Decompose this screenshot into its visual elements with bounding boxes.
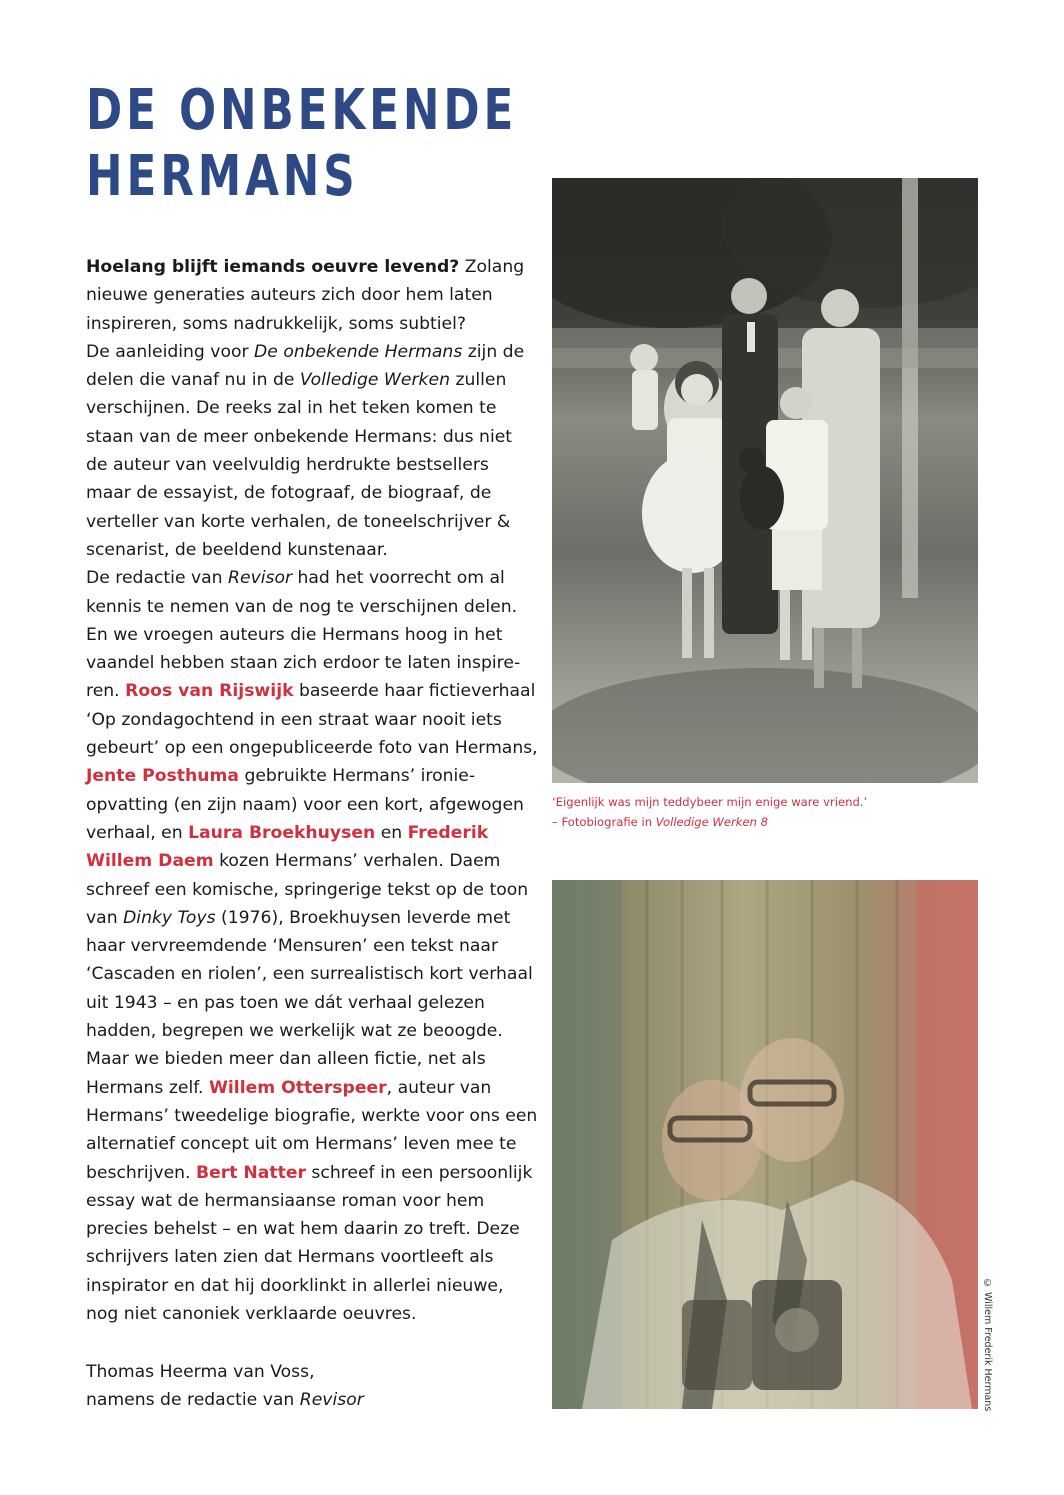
paragraph-3-text-c: baseerde haar fictieverhaal ‘Op zondagochtend in een straat waar nooit iets gebeurt’ op een ongepubliceerde foto van Hermans, bbox=[86, 681, 538, 759]
paragraph-2-text-a: De aanleiding voor bbox=[86, 341, 255, 362]
signature bbox=[86, 1358, 538, 1415]
caption-source-text: – Fotobiografie in bbox=[552, 815, 656, 829]
series-title-italic: De onbekende Hermans bbox=[254, 341, 463, 362]
signature-role bbox=[86, 1386, 538, 1414]
author-name-roos: Roos van Rijswijk bbox=[125, 681, 294, 702]
title-line-2: HERMANS bbox=[86, 144, 359, 209]
caption-volume-italic: Volledige Werken 8 bbox=[655, 815, 769, 829]
volledige-werken-italic: Volledige Werken bbox=[299, 370, 450, 391]
paragraph-2-text-b: zijn de delen die vanaf nu in de bbox=[86, 341, 525, 391]
paragraph-2-text-c: zullen verschijnen. De reeks zal in het teken komen te staan van de meer onbekende Hermans: dus niet de auteur van veelvuldig herdrukte bestsellers maar de essayist, de fotograaf, de biograaf, de verteller van korte verhalen, de toneelschrijver & scenarist, de beeldend kunstenaar. bbox=[86, 370, 513, 560]
paragraph-1-text: Zolang nieuwe generaties auteurs zich door hem laten inspireren, soms nadrukkelijk, soms subtiel? bbox=[86, 257, 525, 334]
revisor-italic: Revisor bbox=[228, 568, 293, 589]
author-name-willem: Willem Otterspeer bbox=[208, 1077, 387, 1098]
paragraph-3 bbox=[86, 564, 538, 1045]
author-name-bert: Bert Natter bbox=[195, 1162, 306, 1183]
paragraph-3-text-e: en bbox=[375, 822, 408, 843]
family-photo bbox=[552, 178, 978, 783]
page-title bbox=[86, 78, 518, 210]
dinky-toys-italic: Dinky Toys bbox=[123, 907, 216, 928]
paragraph-4-text-c: schreef in een persoonlijk essay wat de hermansiaanse roman voor hem precies behelst – en wat hem daarin zo treft. Deze schrijvers laten zien dat Hermans voortleeft als inspirator en dat hij doorklinkt in allerlei nieuwe, nog niet canoniek verklaarde oeuvres. bbox=[86, 1162, 533, 1324]
signature-role-text: namens de redactie van bbox=[86, 1390, 300, 1411]
double-exposure-photo bbox=[552, 880, 978, 1409]
paragraph-3-text-a: De redactie van bbox=[86, 568, 229, 589]
paragraph-4-text-a: Maar we bieden meer dan alleen fictie, net als Hermans zelf. bbox=[86, 1049, 486, 1098]
paragraph-4 bbox=[86, 1045, 538, 1328]
signature-name: Thomas Heerma van Voss, bbox=[86, 1362, 315, 1382]
signature-revisor-italic: Revisor bbox=[299, 1390, 364, 1411]
photo-credit: © Willem Frederik Hermans bbox=[982, 1278, 993, 1412]
paragraph-3-text-f: kozen Hermans’ verhalen. Daem schreef een komische, springerige tekst op de toon van bbox=[86, 851, 529, 928]
paragraph-3-text-g: (1976), Broekhuysen leverde met haar vervreemdende ‘Mensuren’ een tekst naar ‘Cascaden en riolen’, een surrealistisch kort verhaal uit 1943 – en pas toen we dát verhaal gelezen hadden, begrepen we werkelijk wat ze beoogde. bbox=[86, 907, 533, 1042]
paragraph-1 bbox=[86, 253, 538, 338]
photo-caption bbox=[552, 792, 982, 832]
family-photo-illustration bbox=[552, 178, 978, 783]
paragraph-3-text-d: gebruikte Hermans’ ironie-opvatting (en zijn naam) voor een kort, afgewogen verhaal, en bbox=[86, 766, 524, 843]
caption-quote: ‘Eigenlijk was mijn teddybeer mijn enige ware vriend.’ bbox=[552, 795, 868, 809]
author-name-frederik: Frederik Willem Daem bbox=[86, 822, 489, 872]
article-body bbox=[86, 253, 538, 1328]
paragraph-2 bbox=[86, 338, 538, 564]
title-line-1: DE ONBEKENDE bbox=[86, 78, 518, 143]
author-name-jente: Jente Posthuma bbox=[86, 766, 239, 787]
author-name-laura: Laura Broekhuysen bbox=[188, 822, 376, 843]
caption-source bbox=[552, 812, 982, 832]
paragraph-4-text-b: , auteur van Hermans’ tweedelige biografie, werkte voor ons een alternatief concept uit om Hermans’ leven mee te beschrijven. bbox=[86, 1077, 538, 1183]
lead-question: Hoelang blijft iemands oeuvre levend? bbox=[86, 257, 460, 277]
double-exposure-illustration bbox=[552, 880, 978, 1409]
paragraph-3-text-b: had het voorrecht om al kennis te nemen van de nog te verschijnen delen. En we vroegen auteurs die Hermans hoog in het vaandel hebben staan zich erdoor te laten inspireren. bbox=[86, 568, 521, 702]
